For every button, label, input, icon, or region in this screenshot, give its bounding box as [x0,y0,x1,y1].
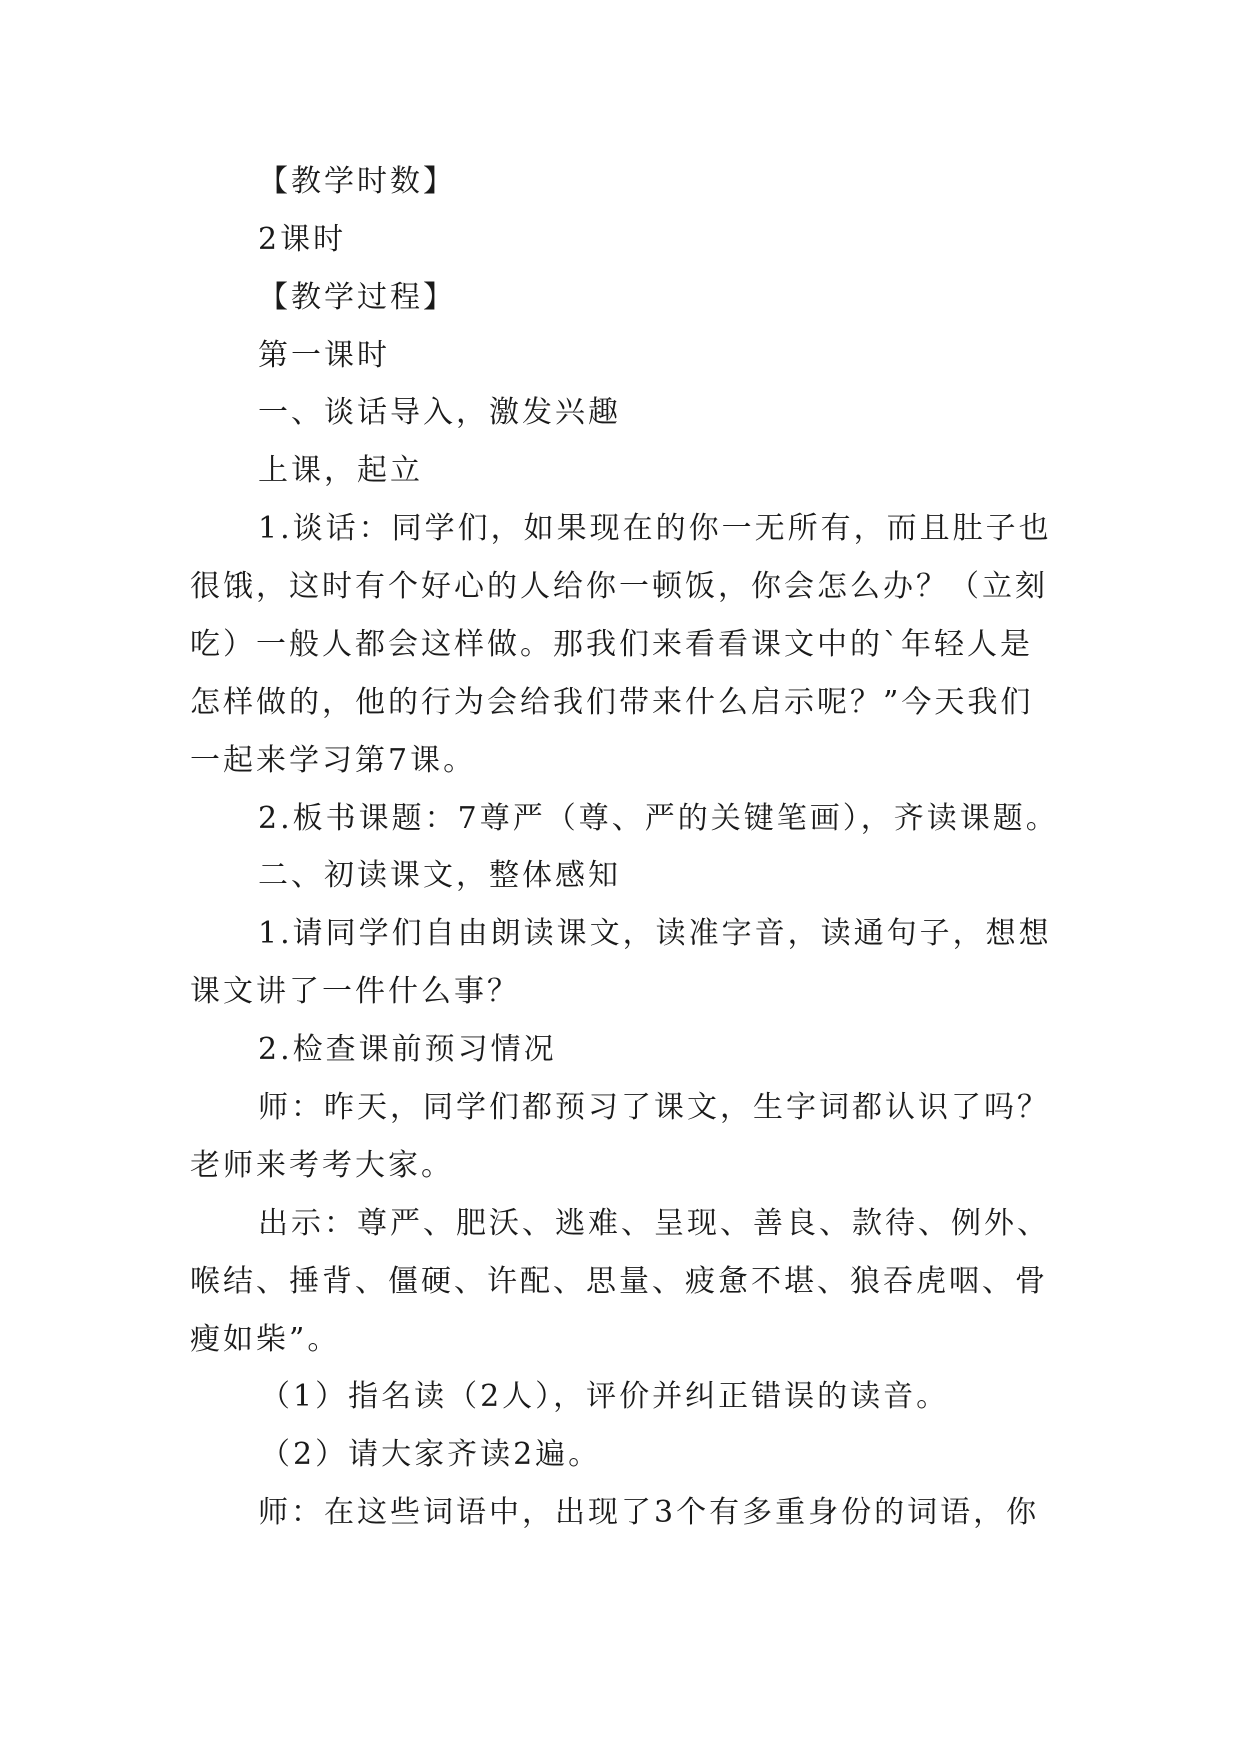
heading-teaching-process: 【教学过程】 [258,280,456,315]
paragraph-line: 吃）一般人都会这样做。那我们来看看课文中的`年轻人是 [190,627,1033,662]
paragraph-line: 师：昨天，同学们都预习了课文，生字词都认识了吗？ [258,1090,1050,1125]
heading-teaching-hours: 【教学时数】 [258,164,456,199]
paragraph-line: 课文讲了一件什么事？ [190,974,520,1009]
paragraph-line: 1.谈话：同学们，如果现在的你一无所有，而且肚子也 [258,511,1052,546]
text-line: 2.检查课前预习情况 [258,1032,557,1067]
text-line: 第一课时 [258,338,390,373]
paragraph-line: 师：在这些词语中，出现了3个有多重身份的词语，你 [258,1495,1040,1530]
paragraph-line: 怎样做的，他的行为会给我们带来什么启示呢？”今天我们 [190,685,1034,720]
list-item: （1）指名读（2人），评价并纠正错误的读音。 [260,1379,950,1414]
paragraph-line: 2.板书课题：7尊严（尊、严的关键笔画），齐读课题。 [258,801,1059,836]
paragraph-line: 瘦如柴”。 [190,1322,341,1357]
section-heading: 一、谈话导入，激发兴趣 [258,395,621,430]
paragraph-line: 出示：尊严、肥沃、逃难、呈现、善良、款待、例外、 [258,1206,1050,1241]
paragraph-line: 老师来考考大家。 [190,1148,454,1183]
paragraph-line: 一起来学习第7课。 [190,743,477,778]
section-heading: 二、初读课文，整体感知 [258,858,621,893]
text-line: 2课时 [258,222,347,257]
paragraph-line: 喉结、捶背、僵硬、许配、思量、疲惫不堪、狼吞虎咽、骨 [190,1264,1048,1299]
text-line: 上课，起立 [258,453,423,488]
paragraph-line: 很饿，这时有个好心的人给你一顿饭，你会怎么办？（立刻 [190,569,1048,604]
list-item: （2）请大家齐读2遍。 [260,1437,602,1472]
paragraph-line: 1.请同学们自由朗读课文，读准字音，读通句子，想想 [258,916,1052,951]
